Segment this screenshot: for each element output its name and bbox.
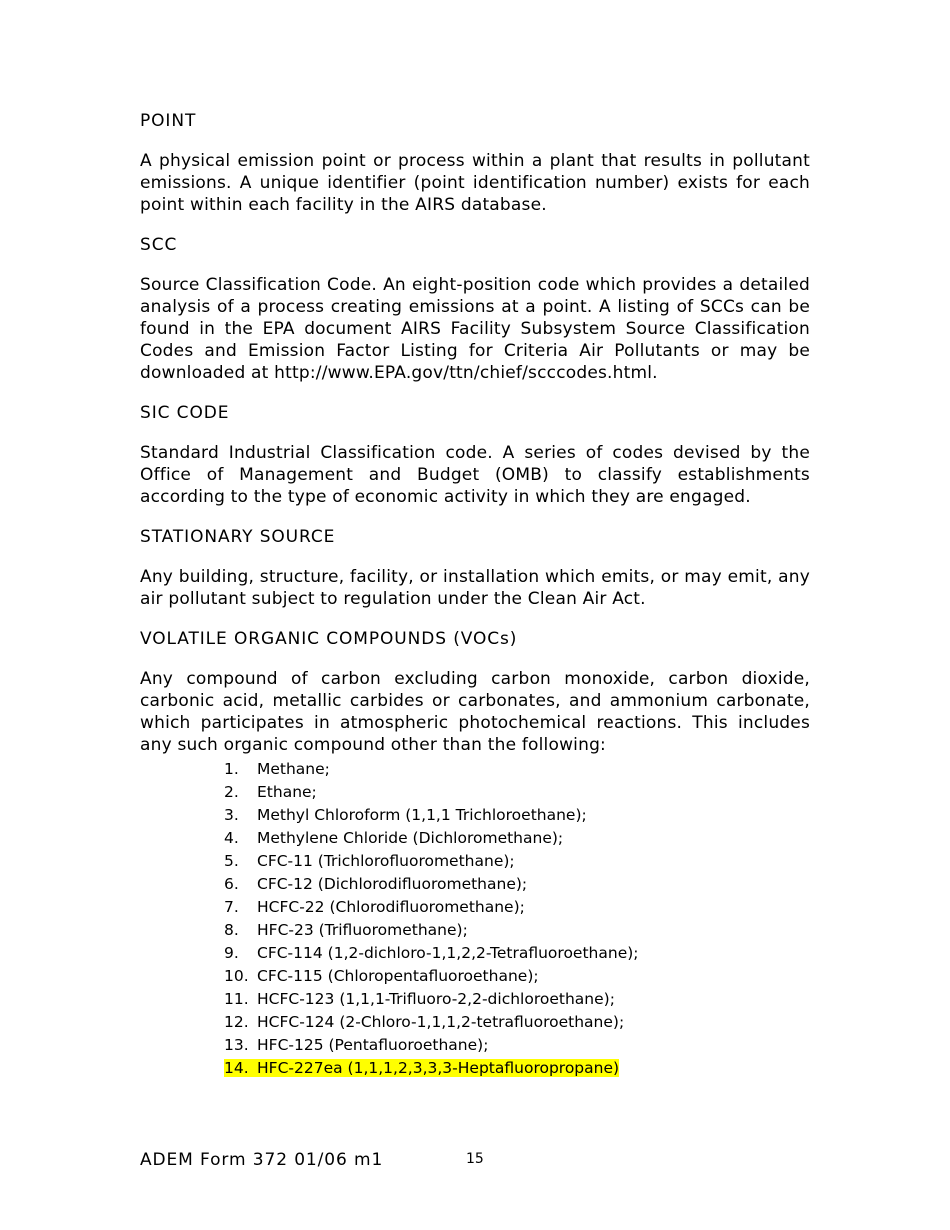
list-item-number: 12. [224,1013,249,1031]
list-item [224,919,810,942]
voc-definition: Any compound of carbon excluding carbon monoxide, carbon dioxide, carbonic acid, metallic carbides or carbonates, and ammonium carbonate, which participates in atmospheric photochemical reactions. This includes any such organic compound other than the following: [140,669,810,755]
document-body [140,110,810,1080]
list-item-text: HCFC-123 (1,1,1-Trifluoro-2,2-dichloroethane); [257,990,615,1008]
list-item-text: CFC-115 (Chloropentafluoroethane); [257,967,539,985]
list-item-number: 14. [224,1059,249,1077]
list-item-text: HCFC-22 (Chlorodifluoromethane); [257,898,525,916]
stationary-source-definition: Any building, structure, facility, or installation which emits, or may emit, any air pollutant subject to regulation under the Clean Air Act. [140,567,810,609]
list-item [224,896,810,919]
list-item-text: CFC-12 (Dichlorodifluoromethane); [257,875,528,893]
list-item-number: 1. [224,760,239,778]
list-item [224,804,810,827]
list-item [224,1034,810,1057]
list-item-text: Methylene Chloride (Dichloromethane); [257,829,564,847]
list-item-text: HFC-125 (Pentafluoroethane); [257,1036,489,1054]
list-item [224,781,810,804]
page-number: 15 [466,1151,484,1167]
list-item-text: Ethane; [257,783,317,801]
list-item-number: 9. [224,944,239,962]
list-item [224,965,810,988]
highlight-mark [224,1059,619,1077]
list-item-number: 6. [224,875,239,893]
point-heading: POINT [140,111,197,131]
list-item-number: 8. [224,921,239,939]
list-item [224,988,810,1011]
list-item-number: 13. [224,1036,249,1054]
point-definition: A physical emission point or process within a plant that results in pollutant emissions. A unique identifier (point identification number) exists for each point within each facility in the AIRS database. [140,151,810,215]
list-item-text: CFC-11 (Trichlorofluoromethane); [257,852,515,870]
list-item [224,873,810,896]
list-item-text: HCFC-124 (2-Chloro-1,1,1,2-tetrafluoroethane); [257,1013,625,1031]
stationary-source-heading: STATIONARY SOURCE [140,527,336,547]
sic-definition: Standard Industrial Classification code. A series of codes devised by the Office of Management and Budget (OMB) to classify establishments according to the type of economic activity in which they are engaged. [140,443,810,507]
voc-exclusion-list [140,758,810,1080]
list-item-text: HFC-227ea (1,1,1,2,3,3,3-Heptafluoropropane) [257,1059,620,1077]
list-item-text: CFC-114 (1,2-dichloro-1,1,2,2-Tetrafluoroethane); [257,944,639,962]
list-item [224,827,810,850]
list-item-number: 2. [224,783,239,801]
list-item-text: Methane; [257,760,330,778]
list-item-number: 11. [224,990,249,1008]
list-item [224,850,810,873]
list-item-text: Methyl Chloroform (1,1,1 Trichloroethane); [257,806,587,824]
highlighted-list-item [224,1057,810,1080]
scc-heading: SCC [140,235,178,255]
list-item [224,1011,810,1034]
list-item-text: HFC-23 (Trifluoromethane); [257,921,468,939]
sic-heading: SIC CODE [140,403,230,423]
list-item-number: 7. [224,898,239,916]
list-item-number: 4. [224,829,239,847]
footer-form-id: ADEM Form 372 01/06 m1 [140,1150,384,1170]
list-item-number: 5. [224,852,239,870]
list-item [224,942,810,965]
list-item-number: 10. [224,967,249,985]
scc-definition: Source Classification Code. An eight-position code which provides a detailed analysis of a process creating emissions at a point. A listing of SCCs can be found in the EPA document AIRS Facility Subsystem Source Classification Codes and Emission Factor Listing for Criteria Air Pollutants or may be downloaded at http://www.EPA.gov/ttn/chief/scccodes.html. [140,275,810,383]
list-item-number: 3. [224,806,239,824]
list-item [224,758,810,781]
voc-heading: VOLATILE ORGANIC COMPOUNDS (VOCs) [140,629,518,649]
